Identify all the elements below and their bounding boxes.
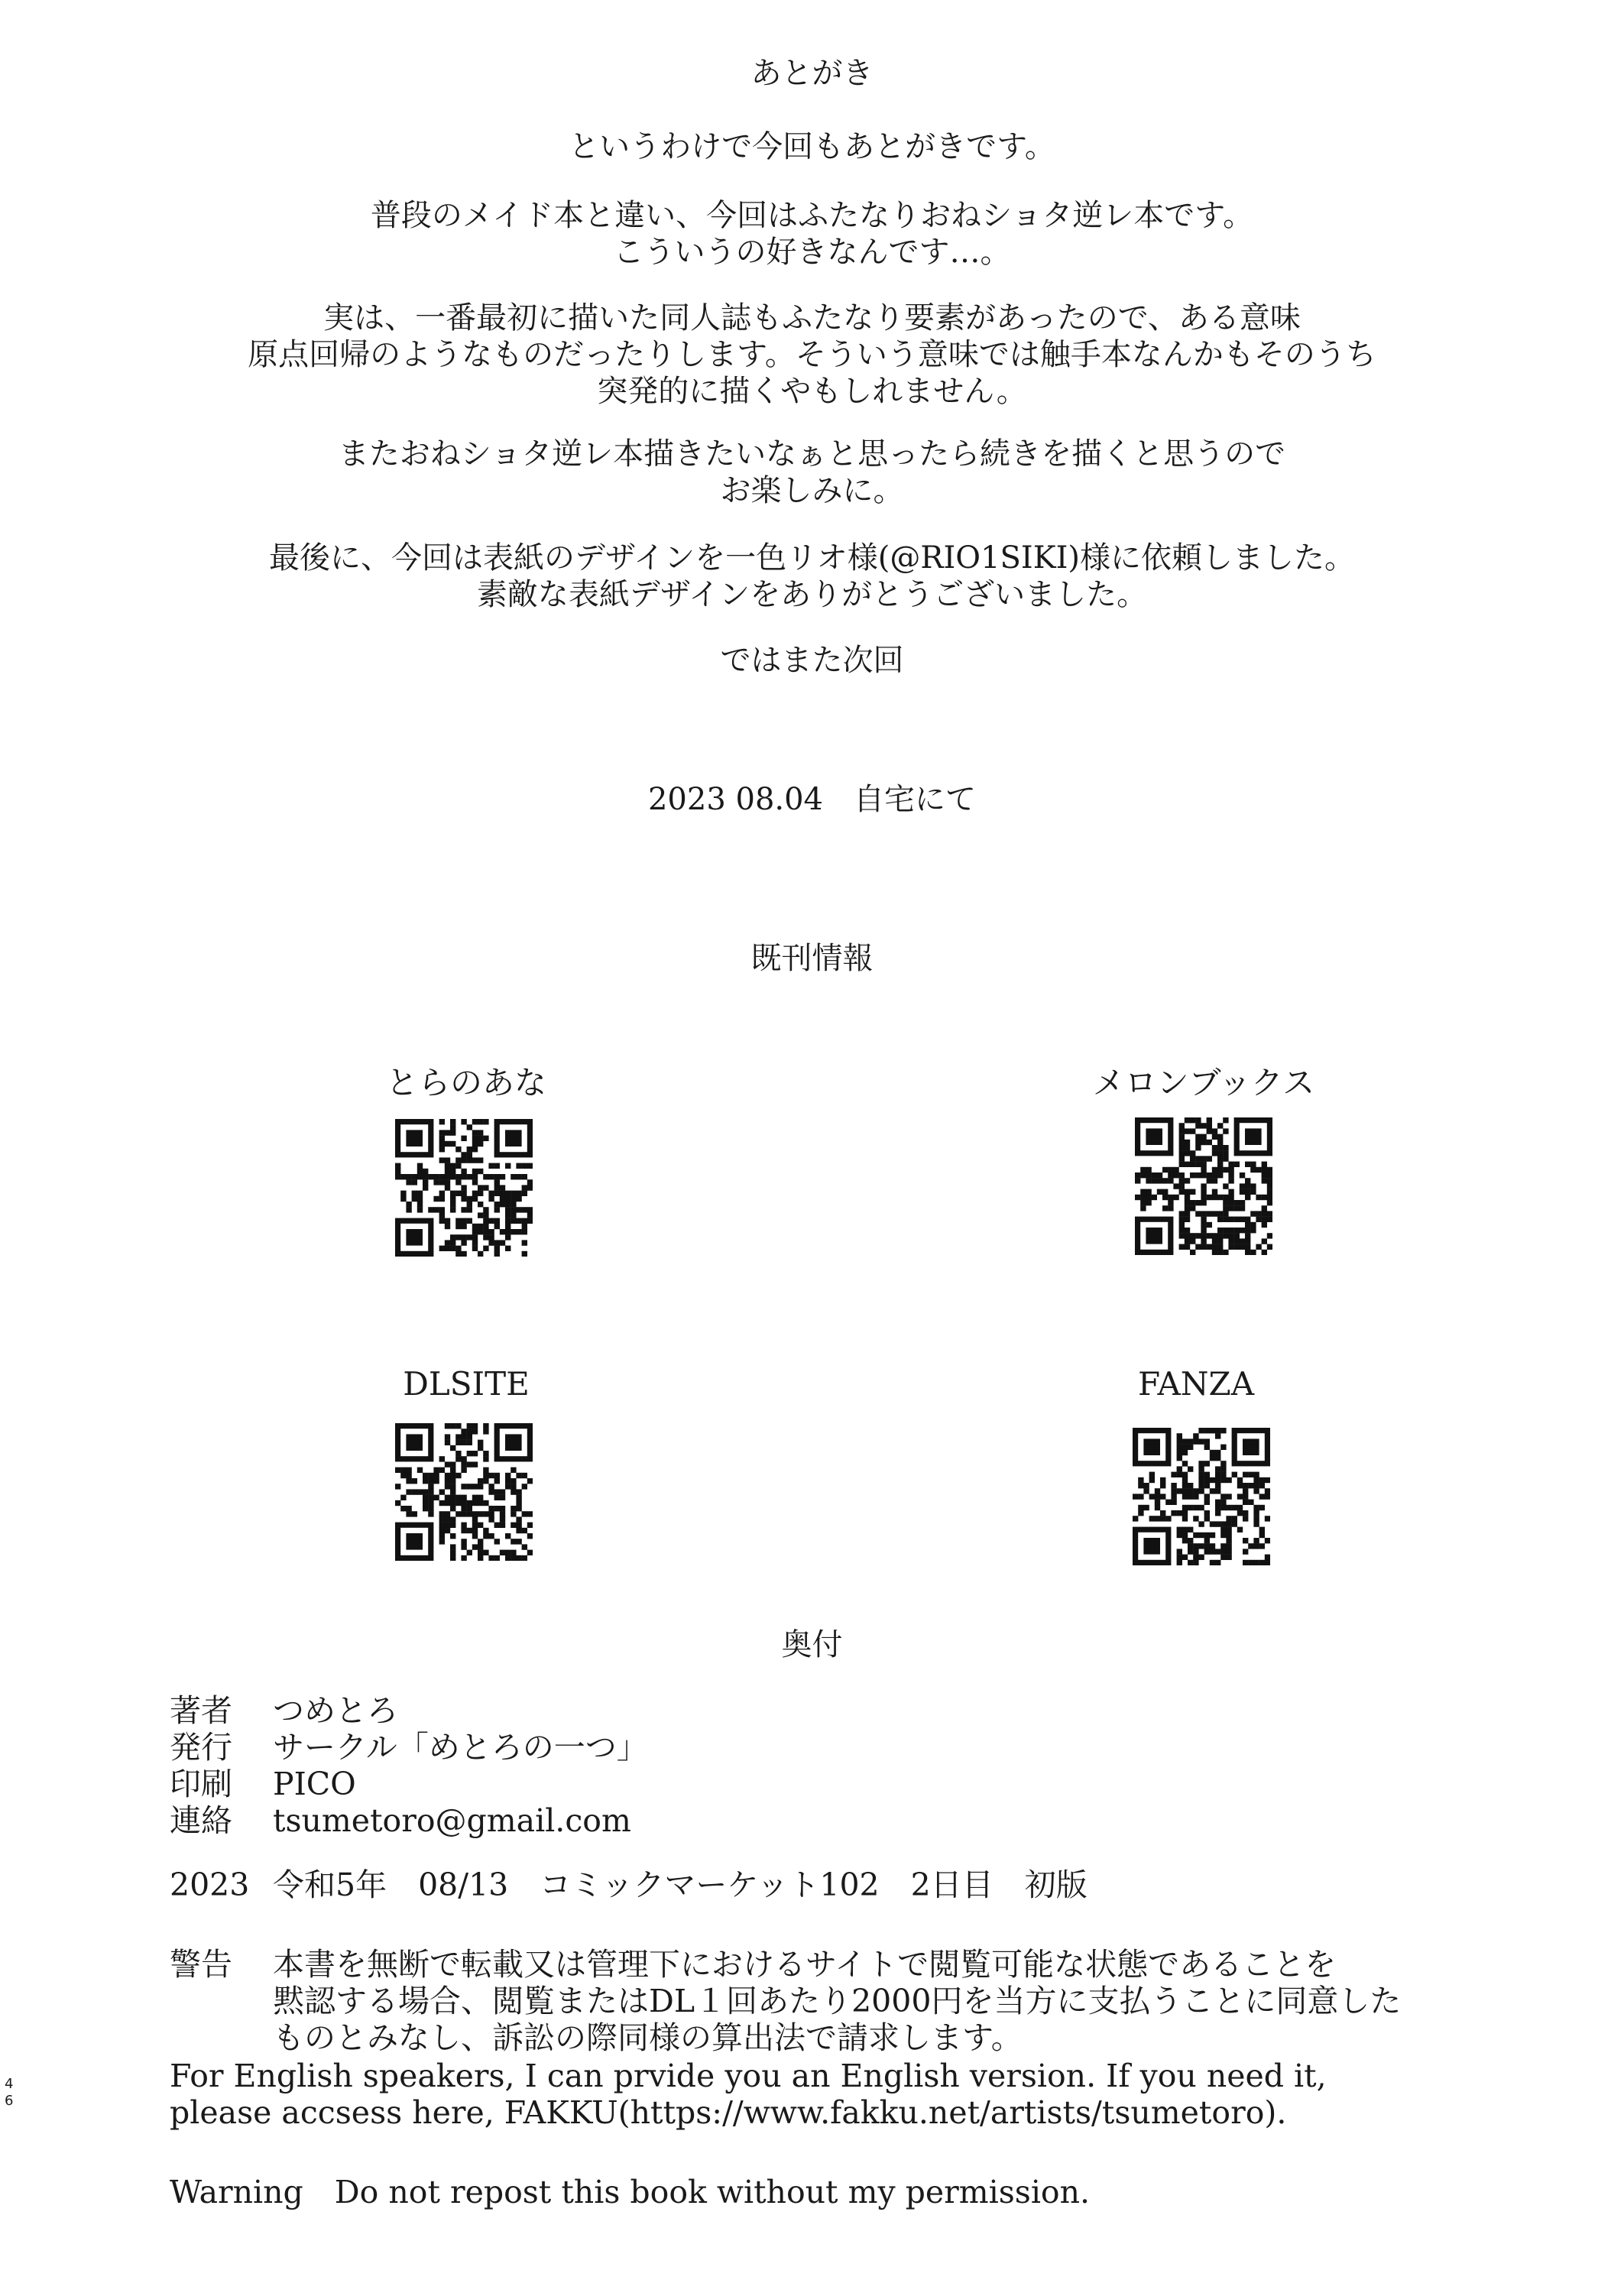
english-line-1: For English speakers, I can prvide you an English version. If you need it, [170,2058,1327,2094]
colophon-title-text: 奥付 [781,1627,843,1662]
paragraph-line: 普段のメイド本と違い、今回はふたなりおねショタ逆レ本です。 [370,198,1254,233]
paragraph-line: こういうの好きなんです…。 [613,235,1011,270]
afterword-paragraph-1 [0,197,1624,271]
afterword-paragraph-4 [0,540,1624,613]
warning-line: 黙認する場合、閲覧またはDL１回あたり2000円を当方に支払うことに同意した [273,1983,1402,2019]
qr-code-icon[interactable] [1133,1428,1270,1565]
row-value: サークル「めとろの一つ」 [273,1729,648,1766]
paragraph-line: 最後に、今回は表紙のデザインを一色リオ様(@RIO1SIKI)様に依頼しました。 [268,540,1356,576]
edition-details: 令和5年 08/13 コミックマーケット102 2日目 初版 [273,1867,1088,1903]
qr-code-icon[interactable] [1135,1117,1272,1255]
date-text: 2023 08.04 自宅にて [647,782,977,817]
paragraph-line: お楽しみに。 [720,473,904,508]
intro-text: というわけで今回もあとがきです。 [569,129,1055,164]
colophon-edition [170,1867,1088,1903]
warning-key: 警告 [170,1946,232,1983]
colophon-table [170,1692,648,1839]
warning-text [273,1946,1401,2056]
shop-label-melonbooks: メロンブックス [1092,1064,1315,1101]
row-key: 印刷 [170,1766,232,1802]
row-key: 発行 [170,1729,232,1766]
colophon-title [0,1627,1624,1663]
colophon-row-contact [170,1802,648,1839]
row-value: つめとろ [273,1692,398,1729]
warning-line: ものとみなし、訴訟の際同様の算出法で請求します。 [273,2019,1023,2056]
published-title [0,940,1624,977]
afterword-title [0,55,1624,92]
afterword-paragraph-3 [0,436,1624,509]
paragraph-line: 実は、一番最初に描いた同人誌もふたなり要素があったので、ある意味 [323,300,1301,336]
page-number-digit: 4 [5,2076,14,2092]
colophon-row-author [170,1692,648,1729]
english-warning [170,2174,1090,2210]
shop-label-fanza: FANZA [1137,1365,1255,1403]
afterword-title-text: あとがき [750,56,874,91]
paragraph-line: 原点回帰のようなものだったりします。そういう意味では触手本なんかもそのうち [248,337,1376,372]
paragraph-line: 突発的に描くやもしれません。 [597,374,1027,409]
shop-label-dlsite: DLSITE [403,1365,530,1403]
warning-line: 本書を無断で転載又は管理下におけるサイトで閲覧可能な状態であることを [273,1946,1337,1983]
paragraph-line: 素敵な表紙デザインをありがとうございました。 [476,577,1148,612]
shop-label-toranoana: とらのあな [385,1064,546,1101]
published-title-text: 既刊情報 [750,941,874,976]
row-key: 連絡 [170,1802,232,1839]
qr-code-icon[interactable] [395,1423,533,1561]
colophon-row-printer [170,1766,648,1802]
english-warning-text: Warning Do not repost this book without my permission. [170,2174,1091,2210]
row-key: 著者 [170,1692,232,1729]
colophon-row-publisher [170,1729,648,1766]
english-note [170,2058,1327,2131]
contact-email[interactable]: tsumetoro@gmail.com [273,1802,631,1839]
closing-text: ではまた次回 [720,643,904,678]
afterword-closing [0,642,1624,679]
qr-code-icon[interactable] [395,1119,533,1257]
paragraph-line: またおねショタ逆レ本描きたいなぁと思ったら続きを描くと思うので [338,436,1286,472]
afterword-date [0,781,1624,818]
edition-year: 2023 [170,1867,250,1903]
row-value: PICO [273,1766,356,1802]
page-number-digit: 6 [5,2093,14,2109]
english-line-2[interactable]: please accsess here, FAKKU(https://www.fakku.net/artists/tsumetoro). [170,2094,1287,2131]
page-number [5,2076,13,2110]
afterword-intro [0,128,1624,165]
afterword-paragraph-2 [0,300,1624,410]
colophon-warning [170,1946,1401,2056]
